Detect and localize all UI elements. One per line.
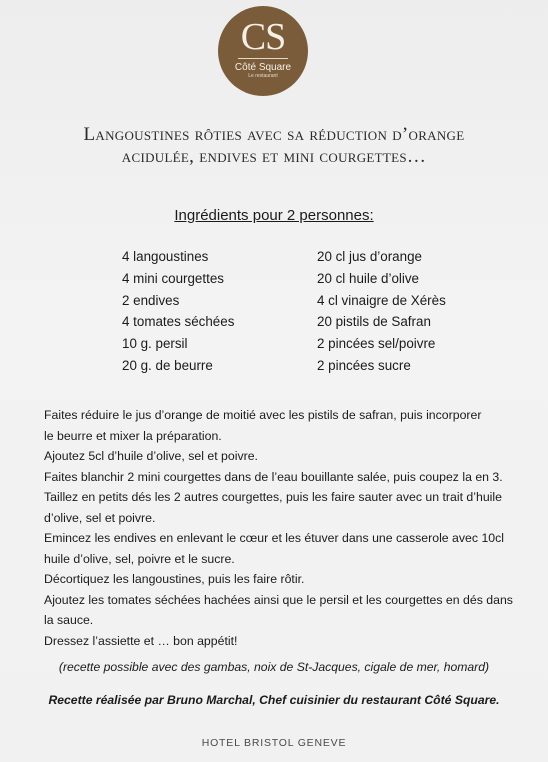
ingredient-item: 2 endives bbox=[122, 292, 180, 308]
ingredient-item: 2 pincées sel/poivre bbox=[317, 336, 436, 352]
variation-note: (recette possible avec des gambas, noix de St-Jacques, cigale de mer, homard) bbox=[58, 660, 490, 674]
step-line: Faites blanchir 2 mini courgettes dans de l’eau bouillante salée, puis coupez la en 3. bbox=[44, 469, 503, 484]
ingredient-item: 2 pincées sucre bbox=[317, 357, 411, 373]
ingredient-item: 20 pistils de Safran bbox=[317, 314, 431, 330]
hotel-footer: HOTEL BRISTOL GENEVE bbox=[201, 737, 347, 749]
chef-credit: Recette réalisée par Bruno Marchal, Chef cuisinier du restaurant Côté Square. bbox=[48, 693, 500, 707]
step-line: Ajoutez 5cl d’huile d’olive, sel et poivre. bbox=[44, 449, 258, 463]
ingredient-item: 10 g. persil bbox=[122, 336, 188, 352]
ingredient-item: 4 cl vinaigre de Xérès bbox=[317, 292, 446, 308]
step-line: Ajoutez les tomates séchées hachées ainsi que le persil et les courgettes en dés dans bbox=[44, 592, 513, 607]
logo-tagline: Le restaurant bbox=[248, 73, 278, 79]
logo-name: Côté Square bbox=[234, 62, 292, 73]
step-line: la sauce. bbox=[44, 613, 94, 627]
ingredient-item: 4 langoustines bbox=[122, 249, 209, 264]
ingredient-item: 4 tomates séchées bbox=[122, 314, 235, 330]
preparation-steps bbox=[44, 405, 534, 651]
ingredient-item: 20 cl jus d’orange bbox=[317, 249, 422, 264]
ingredient-item: 4 mini courgettes bbox=[122, 270, 224, 286]
step-line: Faites réduire le jus d’orange de moitié avec les pistils de safran, puis incorporer bbox=[44, 408, 482, 422]
logo-monogram: CS bbox=[240, 16, 286, 58]
ingredients-list-right bbox=[317, 246, 446, 377]
step-line: Taillez en petits dés les 2 autres courgettes, puis les faire sauter avec un trait d’huile bbox=[44, 490, 502, 504]
recipe-title-line-2: acidulée, endives et mini courgettes… bbox=[121, 146, 427, 167]
step-line: huile d’olive, sel, poivre et le sucre. bbox=[44, 551, 235, 566]
recipe-title bbox=[20, 124, 528, 168]
step-line: Emincez les endives en enlevant le cœur et les étuver dans une casserole avec 10cl bbox=[44, 531, 505, 545]
step-line: Dressez l’assiette et … bon appétit! bbox=[44, 633, 238, 648]
step-line: d’olive, sel et poivre. bbox=[44, 510, 156, 525]
ingredient-item: 20 g. de beurre bbox=[122, 357, 213, 373]
ingredient-item: 20 cl huile d’olive bbox=[317, 270, 419, 286]
recipe-title-line-1: Langoustines rôties avec sa réduction d’orange bbox=[83, 124, 465, 145]
ingredients-list-left bbox=[122, 246, 234, 377]
logo-divider bbox=[238, 58, 288, 59]
step-line: Décortiquez les langoustines, puis les faire rôtir. bbox=[44, 572, 305, 586]
ingredients-heading: Ingrédients pour 2 personnes: bbox=[174, 207, 374, 224]
step-line: le beurre et mixer la préparation. bbox=[44, 428, 222, 443]
restaurant-logo bbox=[218, 6, 308, 96]
